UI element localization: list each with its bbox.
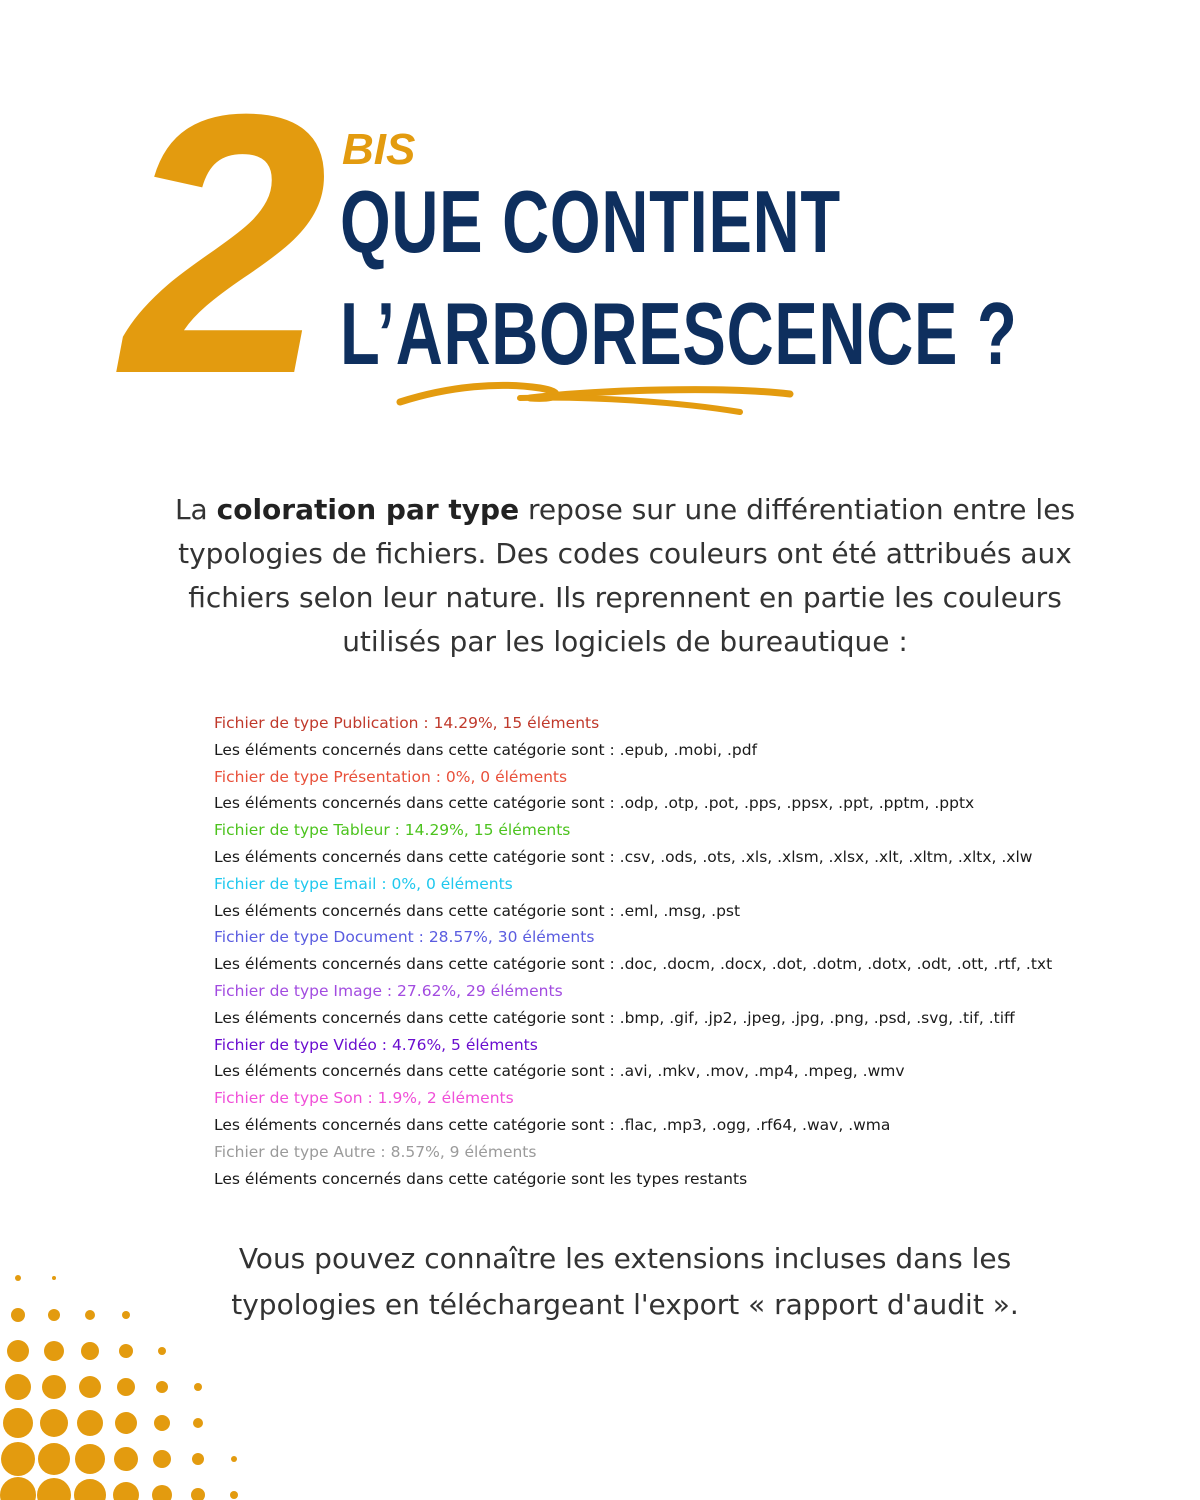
decorative-dot [231, 1456, 237, 1462]
decorative-dot [113, 1482, 139, 1500]
decorative-dot [74, 1479, 106, 1500]
decorative-dot [154, 1415, 170, 1431]
outro-paragraph: Vous pouvez connaître les extensions incluses dans les typologies en téléchargeant l'export « rapport d'audit ». [231, 1242, 1019, 1321]
decorative-dot [3, 1408, 33, 1438]
intro-bold-term: coloration par type [216, 493, 520, 526]
title-underline-decoration [390, 372, 800, 420]
legend-description-row: Les éléments concernés dans cette catégorie sont : .avi, .mkv, .mov, .mp4, .mpeg, .wmv [214, 1062, 905, 1081]
decorative-dot [119, 1344, 133, 1358]
legend-description-row: Les éléments concernés dans cette catégorie sont : .eml, .msg, .pst [214, 901, 741, 920]
decorative-dot [230, 1491, 238, 1499]
legend-description-row: Les éléments concernés dans cette catégorie sont : .epub, .mobi, .pdf [214, 740, 758, 759]
decorative-dot [192, 1453, 204, 1465]
legend-description-row: Les éléments concernés dans cette catégorie sont : .bmp, .gif, .jp2, .jpeg, .jpg, .png, .psd, .svg, .tif, .tiff [214, 1008, 1015, 1027]
decorative-dot [156, 1381, 168, 1393]
decorative-dot [193, 1418, 203, 1428]
decorative-dot [152, 1485, 172, 1500]
legend-type-row: Fichier de type Email : 0%, 0 éléments [214, 874, 513, 893]
legend-type-row: Fichier de type Publication : 14.29%, 15 éléments [214, 714, 600, 732]
decorative-dot [11, 1308, 25, 1322]
decorative-dot [15, 1275, 21, 1281]
decorative-dot [117, 1378, 135, 1396]
legend-description-row: Les éléments concernés dans cette catégorie sont : .odp, .otp, .pot, .pps, .ppsx, .ppt, .pptm, .pptx [214, 794, 975, 813]
decorative-dot [85, 1310, 95, 1320]
decorative-dot [42, 1375, 66, 1399]
decorative-dot [158, 1347, 166, 1355]
big-number-2: 2 [122, 38, 318, 451]
decorative-dot [114, 1447, 138, 1471]
decorative-dot [115, 1412, 137, 1434]
legend-type-row: Fichier de type Image : 27.62%, 29 éléments [214, 981, 563, 1000]
legend-type-row: Fichier de type Présentation : 0%, 0 éléments [214, 767, 568, 786]
decorative-dot [40, 1409, 68, 1437]
decorative-dot [38, 1443, 70, 1475]
legend-description-row: Les éléments concernés dans cette catégorie sont : .flac, .mp3, .ogg, .rf64, .wav, .wma [214, 1115, 891, 1134]
decorative-dot [5, 1374, 31, 1400]
decorative-dot [1, 1442, 35, 1476]
decorative-dot [0, 1477, 36, 1500]
legend-type-row: Fichier de type Document : 28.57%, 30 éléments [214, 928, 595, 947]
legend-description-row: Les éléments concernés dans cette catégorie sont : .doc, .docm, .docx, .dot, .dotm, .dotx, .odt, .ott, .rtf, .txt [214, 955, 1053, 974]
legend-type-row: Fichier de type Son : 1.9%, 2 éléments [214, 1089, 514, 1108]
decorative-dot [122, 1311, 130, 1319]
legend-type-row: Fichier de type Vidéo : 4.76%, 5 éléments [214, 1035, 538, 1054]
bis-label: BIS [342, 125, 416, 174]
decorative-dot [81, 1342, 99, 1360]
legend-description-row: Les éléments concernés dans cette catégorie sont : .csv, .ods, .ots, .xls, .xlsm, .xlsx, .xlt, .xltm, .xltx, .xlw [214, 847, 1033, 866]
decorative-dot [194, 1383, 202, 1391]
page-title-line1: QUE CONTIENT [340, 172, 841, 271]
decorative-dot [48, 1309, 60, 1321]
decorative-dot [191, 1488, 205, 1500]
decorative-dot [77, 1410, 103, 1436]
decorative-dot [75, 1444, 105, 1474]
legend-type-row: Fichier de type Tableur : 14.29%, 15 éléments [214, 821, 571, 840]
decorative-dot [153, 1450, 171, 1468]
decorative-dot [37, 1478, 71, 1500]
decorative-dot [7, 1340, 29, 1362]
legend-type-row: Fichier de type Autre : 8.57%, 9 éléments [214, 1142, 537, 1161]
legend-description-row: Les éléments concernés dans cette catégorie sont les types restants [214, 1169, 748, 1188]
intro-paragraph: La coloration par type repose sur une différentiation entre les typologies de fichiers. Des codes couleurs ont été attribués aux fichiers selon leur nature. Ils reprennent en partie les couleurs utilisés par les logiciels de bureautique : [174, 493, 1076, 658]
decorative-dot [79, 1376, 101, 1398]
decorative-dot [44, 1341, 64, 1361]
page-title-line2: L’ARBORESCENCE ? [340, 284, 1018, 383]
decorative-dots-pattern [0, 1260, 260, 1500]
decorative-dot [52, 1276, 56, 1280]
type-legend [214, 710, 1114, 1192]
